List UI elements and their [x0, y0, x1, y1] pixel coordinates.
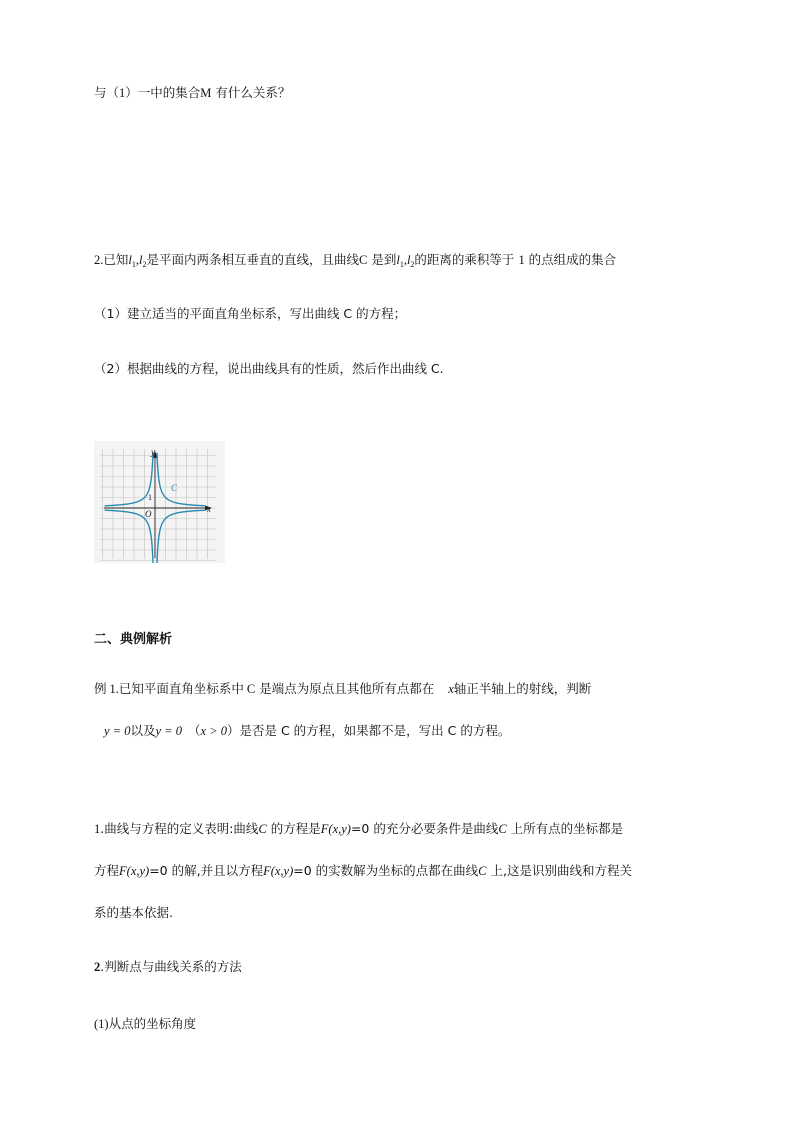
text: 方程: [94, 863, 120, 878]
var-c: C: [498, 822, 507, 836]
question-2-part-2: （2）根据曲线的方程，说出曲线具有的性质，然后作出曲线 C.: [94, 361, 444, 376]
example-number: 1.: [109, 682, 119, 696]
text: 的方程是: [266, 821, 321, 836]
note-1-line-2: [94, 862, 632, 880]
tick-label-1: 1: [148, 493, 152, 502]
example-1-line-2: [104, 722, 510, 740]
note-number: 1: [94, 822, 101, 836]
note-1-line-3: 系的基本依据.: [94, 905, 173, 920]
curve-figure: [94, 441, 225, 563]
text: 的距离的乘积等于: [414, 252, 515, 267]
note-2: [94, 958, 242, 976]
section-heading: 二、典例解析: [94, 632, 173, 647]
text: 从点的坐标角度: [108, 1016, 197, 1031]
func-f: F: [119, 864, 127, 878]
var-l: l: [396, 253, 400, 267]
func-f: F: [320, 822, 329, 836]
text: =0 的解,并且以方程: [149, 863, 264, 878]
text: （: [187, 723, 201, 738]
note-3: [94, 1015, 196, 1033]
func-f: F: [263, 864, 271, 878]
number: 1: [119, 86, 126, 100]
sub: 2: [142, 260, 147, 269]
args: (x,y): [328, 822, 351, 836]
text: 已知平面直角坐标系中: [118, 681, 244, 696]
text: 以及: [130, 723, 156, 738]
text: 上,这是识别曲线和方程关: [486, 863, 632, 878]
number: 1: [518, 253, 525, 267]
y-axis-label: y: [151, 447, 155, 457]
text: 的点组成的集合: [524, 252, 617, 267]
text: 是平面内两条相互垂直的直线，且曲线: [146, 252, 359, 267]
text: 轴正半轴上的射线，判断: [453, 681, 592, 696]
var-c: C: [478, 864, 487, 878]
question-number: 2.: [94, 253, 104, 267]
sub: 1: [399, 260, 404, 269]
note-number: 2: [94, 960, 101, 974]
curve-label: C: [171, 483, 178, 493]
x-axis-label: x: [207, 504, 211, 514]
condition: x > 0: [200, 724, 227, 738]
var-c: C: [246, 682, 256, 696]
var-c: C: [359, 253, 368, 267]
text: 例: [94, 681, 107, 696]
text: 上所有点的坐标都是: [506, 821, 624, 836]
example-1-line-1: [94, 680, 591, 698]
text: 与（: [94, 85, 120, 100]
note-1-line-1: [94, 820, 623, 838]
question-2: [94, 251, 616, 274]
question-1-tail: [94, 84, 290, 102]
text: 有什么关系？: [211, 85, 291, 100]
equation: y = 0: [155, 724, 182, 738]
text: .判断点与曲线关系的方法: [100, 959, 242, 974]
question-2-part-1: （1）建立适当的平面直角坐标系，写出曲线 C 的方程；: [94, 306, 407, 321]
text: 是端点为原点且其他所有点都在: [255, 681, 435, 696]
text: .曲线与方程的定义表明:曲线: [100, 821, 259, 836]
comma: ,: [403, 253, 407, 267]
args: (x,y): [270, 864, 294, 878]
var-l: l: [128, 253, 132, 267]
sub: 1: [131, 260, 136, 269]
equation: y = 0: [104, 724, 131, 738]
text: 是到: [367, 252, 397, 267]
figure-background: [94, 441, 225, 563]
note-number: (1): [94, 1017, 109, 1031]
text: ）一中的集合: [125, 85, 201, 100]
text: =0 的实数解为坐标的点都在曲线: [293, 863, 479, 878]
sub: 2: [410, 260, 415, 269]
origin-label: O: [145, 509, 152, 519]
var-l: l: [139, 253, 143, 267]
var-c: C: [258, 822, 267, 836]
text: 是否是 C 的方程，如果都不是，写出 C 的方程。: [239, 723, 511, 738]
var-x: x: [448, 682, 454, 696]
text: ）: [226, 723, 240, 738]
text: 已知: [103, 252, 129, 267]
text: =0 的充分必要条件是曲线: [350, 821, 499, 836]
var-l: l: [406, 253, 411, 267]
set-name: M: [200, 86, 212, 100]
comma: ,: [135, 253, 139, 267]
args: (x,y): [126, 864, 150, 878]
